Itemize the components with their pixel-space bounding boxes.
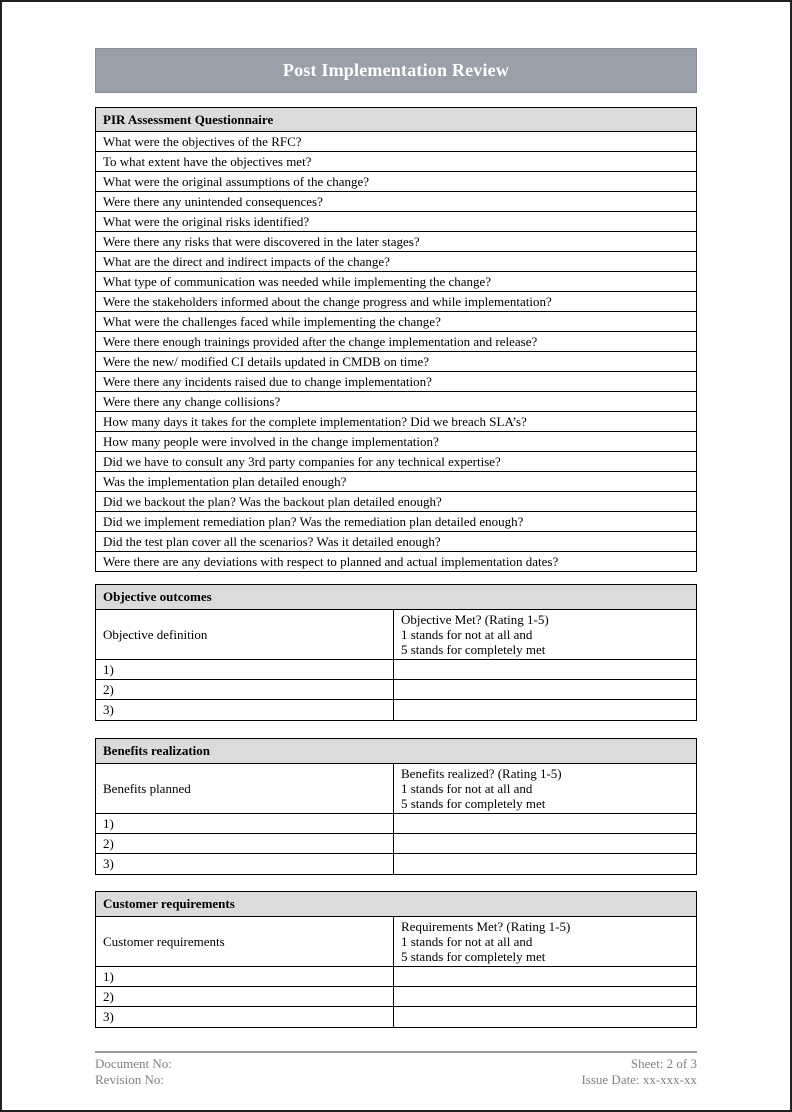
definition-row <box>96 764 696 814</box>
numbered-row <box>96 660 696 680</box>
question-row: Did the test plan cover all the scenarios? Was it detailed enough? <box>95 532 697 552</box>
pir-table-header: PIR Assessment Questionnaire <box>95 107 697 132</box>
issue-date-label: Issue Date: xx-xxx-xx <box>581 1072 697 1087</box>
rating-header-cell <box>394 917 696 966</box>
item-number-cell: 1) <box>96 660 394 679</box>
footer-right <box>581 1056 697 1088</box>
item-number-cell: 2) <box>96 680 394 699</box>
answer-cell <box>394 814 696 833</box>
document-page <box>95 48 697 1088</box>
question-row: Was the implementation plan detailed enough? <box>95 472 697 492</box>
item-number-cell: 3) <box>96 700 394 720</box>
rating-line: Requirements Met? (Rating 1-5) <box>401 919 571 934</box>
answer-cell <box>394 700 696 720</box>
section-header: Customer requirements <box>96 892 696 917</box>
document-no-label: Document No: <box>95 1056 172 1071</box>
answer-cell <box>394 680 696 699</box>
answer-cell <box>394 834 696 853</box>
item-number-cell: 1) <box>96 814 394 833</box>
definition-label-cell: Objective definition <box>96 610 394 659</box>
revision-no-label: Revision No: <box>95 1072 164 1087</box>
question-row: What were the original assumptions of the change? <box>95 172 697 192</box>
definition-label-cell: Benefits planned <box>96 764 394 813</box>
numbered-row <box>96 834 696 854</box>
rating-line: 5 stands for completely met <box>401 796 546 811</box>
footer-left <box>95 1056 172 1088</box>
numbered-row <box>96 967 696 987</box>
answer-cell <box>394 854 696 874</box>
section-header: Benefits realization <box>96 739 696 764</box>
numbered-row <box>96 814 696 834</box>
title-banner <box>95 48 697 93</box>
question-row: Were there any change collisions? <box>95 392 697 412</box>
objective-outcomes-table <box>95 584 697 721</box>
question-row: What type of communication was needed while implementing the change? <box>95 272 697 292</box>
answer-cell <box>394 1007 696 1027</box>
numbered-row <box>96 1007 696 1027</box>
question-row: Were the new/ modified CI details updated in CMDB on time? <box>95 352 697 372</box>
item-number-cell: 3) <box>96 1007 394 1027</box>
numbered-row <box>96 680 696 700</box>
question-row: Were there are any deviations with respect to planned and actual implementation dates? <box>95 552 697 572</box>
question-row: What were the objectives of the RFC? <box>95 132 697 152</box>
rating-line: 5 stands for completely met <box>401 642 546 657</box>
rating-line: 5 stands for completely met <box>401 949 546 964</box>
page-footer <box>95 1051 697 1088</box>
question-row: What were the challenges faced while implementing the change? <box>95 312 697 332</box>
item-number-cell: 2) <box>96 987 394 1006</box>
section-header: Objective outcomes <box>96 585 696 610</box>
rating-line: 1 stands for not at all and <box>401 781 533 796</box>
page-title: Post Implementation Review <box>282 60 510 80</box>
rating-header-cell <box>394 610 696 659</box>
rating-header-cell <box>394 764 696 813</box>
question-row: Were there enough trainings provided after the change implementation and release? <box>95 332 697 352</box>
numbered-row <box>96 987 696 1007</box>
numbered-row <box>96 854 696 874</box>
definition-label-cell: Customer requirements <box>96 917 394 966</box>
numbered-row <box>96 700 696 720</box>
question-row: What are the direct and indirect impacts of the change? <box>95 252 697 272</box>
answer-cell <box>394 967 696 986</box>
sheet-label: Sheet: 2 of 3 <box>630 1056 697 1071</box>
definition-row <box>96 917 696 967</box>
answer-cell <box>394 660 696 679</box>
question-row: Did we backout the plan? Was the backout plan detailed enough? <box>95 492 697 512</box>
question-row: Were there any risks that were discovered in the later stages? <box>95 232 697 252</box>
question-row: To what extent have the objectives met? <box>95 152 697 172</box>
question-row: Were the stakeholders informed about the change progress and while implementation? <box>95 292 697 312</box>
rating-line: Objective Met? (Rating 1-5) <box>401 612 549 627</box>
question-row: Were there any incidents raised due to change implementation? <box>95 372 697 392</box>
customer-requirements-table <box>95 891 697 1028</box>
item-number-cell: 2) <box>96 834 394 853</box>
item-number-cell: 3) <box>96 854 394 874</box>
answer-cell <box>394 987 696 1006</box>
rating-line: 1 stands for not at all and <box>401 627 533 642</box>
item-number-cell: 1) <box>96 967 394 986</box>
question-row: How many people were involved in the change implementation? <box>95 432 697 452</box>
question-row: What were the original risks identified? <box>95 212 697 232</box>
question-row: Were there any unintended consequences? <box>95 192 697 212</box>
benefits-realization-table <box>95 738 697 875</box>
question-row: How many days it takes for the complete implementation? Did we breach SLA’s? <box>95 412 697 432</box>
definition-row <box>96 610 696 660</box>
question-row: Did we have to consult any 3rd party companies for any technical expertise? <box>95 452 697 472</box>
question-row: Did we implement remediation plan? Was the remediation plan detailed enough? <box>95 512 697 532</box>
rating-line: 1 stands for not at all and <box>401 934 533 949</box>
rating-line: Benefits realized? (Rating 1-5) <box>401 766 562 781</box>
pir-questionnaire-table <box>95 107 697 572</box>
